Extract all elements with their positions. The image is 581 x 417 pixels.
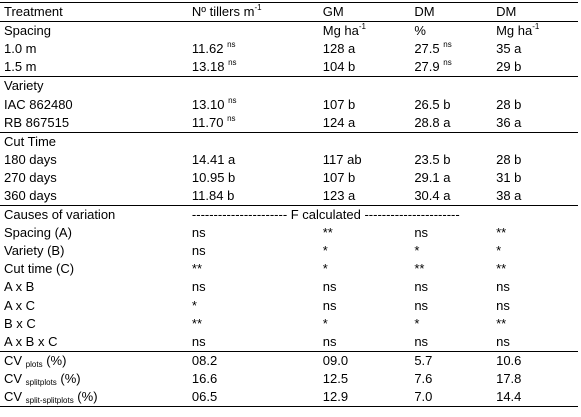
table-row xyxy=(0,169,578,187)
cell-gm: 107 b xyxy=(322,169,356,185)
header-tillers xyxy=(188,3,319,22)
row-label: Cut time (C) xyxy=(4,261,75,277)
unit-dm-percent: % xyxy=(414,23,426,39)
row-label: 180 days xyxy=(4,151,57,167)
cv-label: CV $_{plots}$ (%) xyxy=(4,352,67,369)
cell-f-dm-percent: ns xyxy=(414,297,429,313)
cell-cv-tillers: 08.2 xyxy=(191,352,218,368)
row-label: 270 days xyxy=(4,169,57,185)
cell-tillers: 10.95 b xyxy=(191,169,236,185)
cell-dm-percent: 28.8 a xyxy=(410,114,492,133)
row-label: Spacing (A) xyxy=(4,225,72,241)
cell-f-dm-mass: ** xyxy=(496,225,507,241)
cell-dm-mass: 28 b xyxy=(496,96,522,112)
group-title: Spacing xyxy=(4,23,51,39)
unit-dm-mass: Mg $ha^{-1}$ xyxy=(496,22,540,39)
cell-f-dm-mass: ns xyxy=(496,279,510,295)
table-row xyxy=(0,388,578,407)
header-treatment: Treatment xyxy=(0,3,188,22)
cell-cv-dm-percent: 7.6 xyxy=(414,370,433,386)
cell-f-gm: * xyxy=(322,315,328,331)
cell-f-dm-percent: ns xyxy=(410,333,492,352)
table-row xyxy=(0,297,578,315)
cell-cv-dm-mass: 10.6 xyxy=(496,352,522,368)
cell-dm-percent: 29.1 a xyxy=(414,169,451,185)
row-label: B x C xyxy=(4,315,36,331)
group-title-row xyxy=(0,132,578,151)
cell-cv-dm-percent: 7.0 xyxy=(410,388,492,407)
cell-gm: 124 a xyxy=(319,114,411,133)
table-row xyxy=(0,114,578,133)
cell-f-dm-mass: ** xyxy=(496,315,507,331)
cell-cv-gm: 12.9 xyxy=(319,388,411,407)
cell-cv-dm-mass: 17.8 xyxy=(496,370,522,386)
cell-f-gm: ns xyxy=(322,297,337,313)
anova-title-row xyxy=(0,206,578,225)
group-title-row xyxy=(0,77,578,96)
cell-cv-gm: 12.5 xyxy=(322,370,349,386)
row-label: 1.0 m xyxy=(4,41,37,57)
cell-dm-percent: 27.9 $^{ns}$ xyxy=(410,58,492,77)
cell-dm-percent: 27.5 $^{ns}$ xyxy=(414,40,452,57)
row-label: A x C xyxy=(4,297,36,313)
header-dm-percent: DM xyxy=(410,3,492,22)
cell-f-dm-mass: ns xyxy=(496,297,510,313)
row-label: RB 867515 xyxy=(0,114,188,133)
cell-f-dm-mass: ns xyxy=(492,333,578,352)
row-label: Variety (B) xyxy=(4,243,65,259)
cell-f-dm-percent: ns xyxy=(414,225,429,241)
cell-dm-percent: 30.4 a xyxy=(410,187,492,206)
cell-f-tillers: ns xyxy=(191,225,206,241)
cell-dm-mass: 29 b xyxy=(492,58,578,77)
cell-f-gm: ** xyxy=(322,225,333,241)
table-row xyxy=(0,151,578,169)
row-label: 1.5 m xyxy=(0,58,188,77)
cell-dm-mass: 31 b xyxy=(496,169,522,185)
cell-f-dm-percent: ns xyxy=(414,279,429,295)
cell-f-dm-percent: ** xyxy=(414,261,425,277)
row-label: A x B xyxy=(4,279,35,295)
results-table xyxy=(0,2,578,407)
cell-cv-tillers: 06.5 xyxy=(188,388,319,407)
cell-dm-mass: 28 b xyxy=(496,151,522,167)
group-title: Cut Time xyxy=(4,133,57,149)
cell-dm-percent: 26.5 b xyxy=(414,96,451,112)
cell-f-tillers: ns xyxy=(191,279,206,295)
header-gm: GM xyxy=(319,3,411,22)
table-row xyxy=(0,333,578,352)
group-title: Variety xyxy=(4,78,44,94)
cell-gm: 123 a xyxy=(319,187,411,206)
cell-f-gm: * xyxy=(322,261,328,277)
cell-dm-mass: 36 a xyxy=(492,114,578,133)
cell-f-tillers: ns xyxy=(188,333,319,352)
cell-f-gm: ns xyxy=(322,279,337,295)
cell-f-dm-percent: * xyxy=(414,243,420,259)
row-label: 360 days xyxy=(0,187,188,206)
cell-gm: 128 a xyxy=(322,41,356,57)
table-row xyxy=(0,260,578,278)
table-row xyxy=(0,370,578,388)
cell-gm: 107 b xyxy=(322,96,356,112)
cv-label: CV $_{splitplots}$ (%) xyxy=(4,370,81,387)
cell-gm: 104 b xyxy=(319,58,411,77)
cell-tillers: 13.10 $^{ns}$ xyxy=(191,95,237,112)
header-tillers-text: Nº tillers m xyxy=(191,4,255,20)
cell-cv-dm-mass: 14.4 xyxy=(492,388,578,407)
cell-f-tillers: ** xyxy=(191,261,203,277)
cell-tillers: 11.62 $^{ns}$ xyxy=(191,40,236,57)
table-row xyxy=(0,351,578,370)
cell-dm-mass: 35 a xyxy=(496,41,522,57)
anova-title: Causes of variation xyxy=(4,207,116,223)
header-dm-mass: DM xyxy=(492,3,578,22)
table-row xyxy=(0,187,578,206)
cell-cv-dm-percent: 5.7 xyxy=(414,352,433,368)
cell-tillers: 11.84 b xyxy=(188,187,319,206)
table-row xyxy=(0,242,578,260)
cell-f-tillers: ** xyxy=(191,315,203,331)
cell-f-tillers: ns xyxy=(191,243,206,259)
row-label: A x B x C xyxy=(0,333,188,352)
cell-f-dm-mass: * xyxy=(496,243,502,259)
cell-f-dm-percent: * xyxy=(414,315,420,331)
cell-cv-gm: 09.0 xyxy=(322,352,349,368)
cell-tillers: 14.41 a xyxy=(191,151,236,167)
cell-dm-percent: 23.5 b xyxy=(414,151,451,167)
group-title-row xyxy=(0,22,578,41)
table-row xyxy=(0,40,578,58)
cell-cv-tillers: 16.6 xyxy=(191,370,218,386)
cell-dm-mass: 38 a xyxy=(492,187,578,206)
table-row xyxy=(0,95,578,113)
table-row xyxy=(0,278,578,296)
header-row xyxy=(0,3,578,22)
cell-gm: 117 ab xyxy=(322,151,362,167)
unit-gm: Mg $ha^{-1}$ xyxy=(322,22,367,39)
cell-f-dm-mass: ** xyxy=(496,261,507,277)
row-label: IAC 862480 xyxy=(4,96,73,112)
cell-tillers: 13.18 $^{ns}$ xyxy=(188,58,319,77)
cell-tillers: 11.70 $^{ns}$ xyxy=(188,114,319,133)
cell-f-tillers: * xyxy=(191,297,197,313)
header-tillers-exp: -1 xyxy=(254,3,262,13)
cell-f-gm: ns xyxy=(319,333,411,352)
f-calculated-label: ---------------------- F calculated ---------------------- xyxy=(191,207,460,223)
cv-label: CV $_{split-splitplots}$ (%) xyxy=(0,388,188,407)
table-row xyxy=(0,224,578,242)
table-row xyxy=(0,315,578,333)
table-row xyxy=(0,58,578,77)
cell-f-gm: * xyxy=(322,243,328,259)
